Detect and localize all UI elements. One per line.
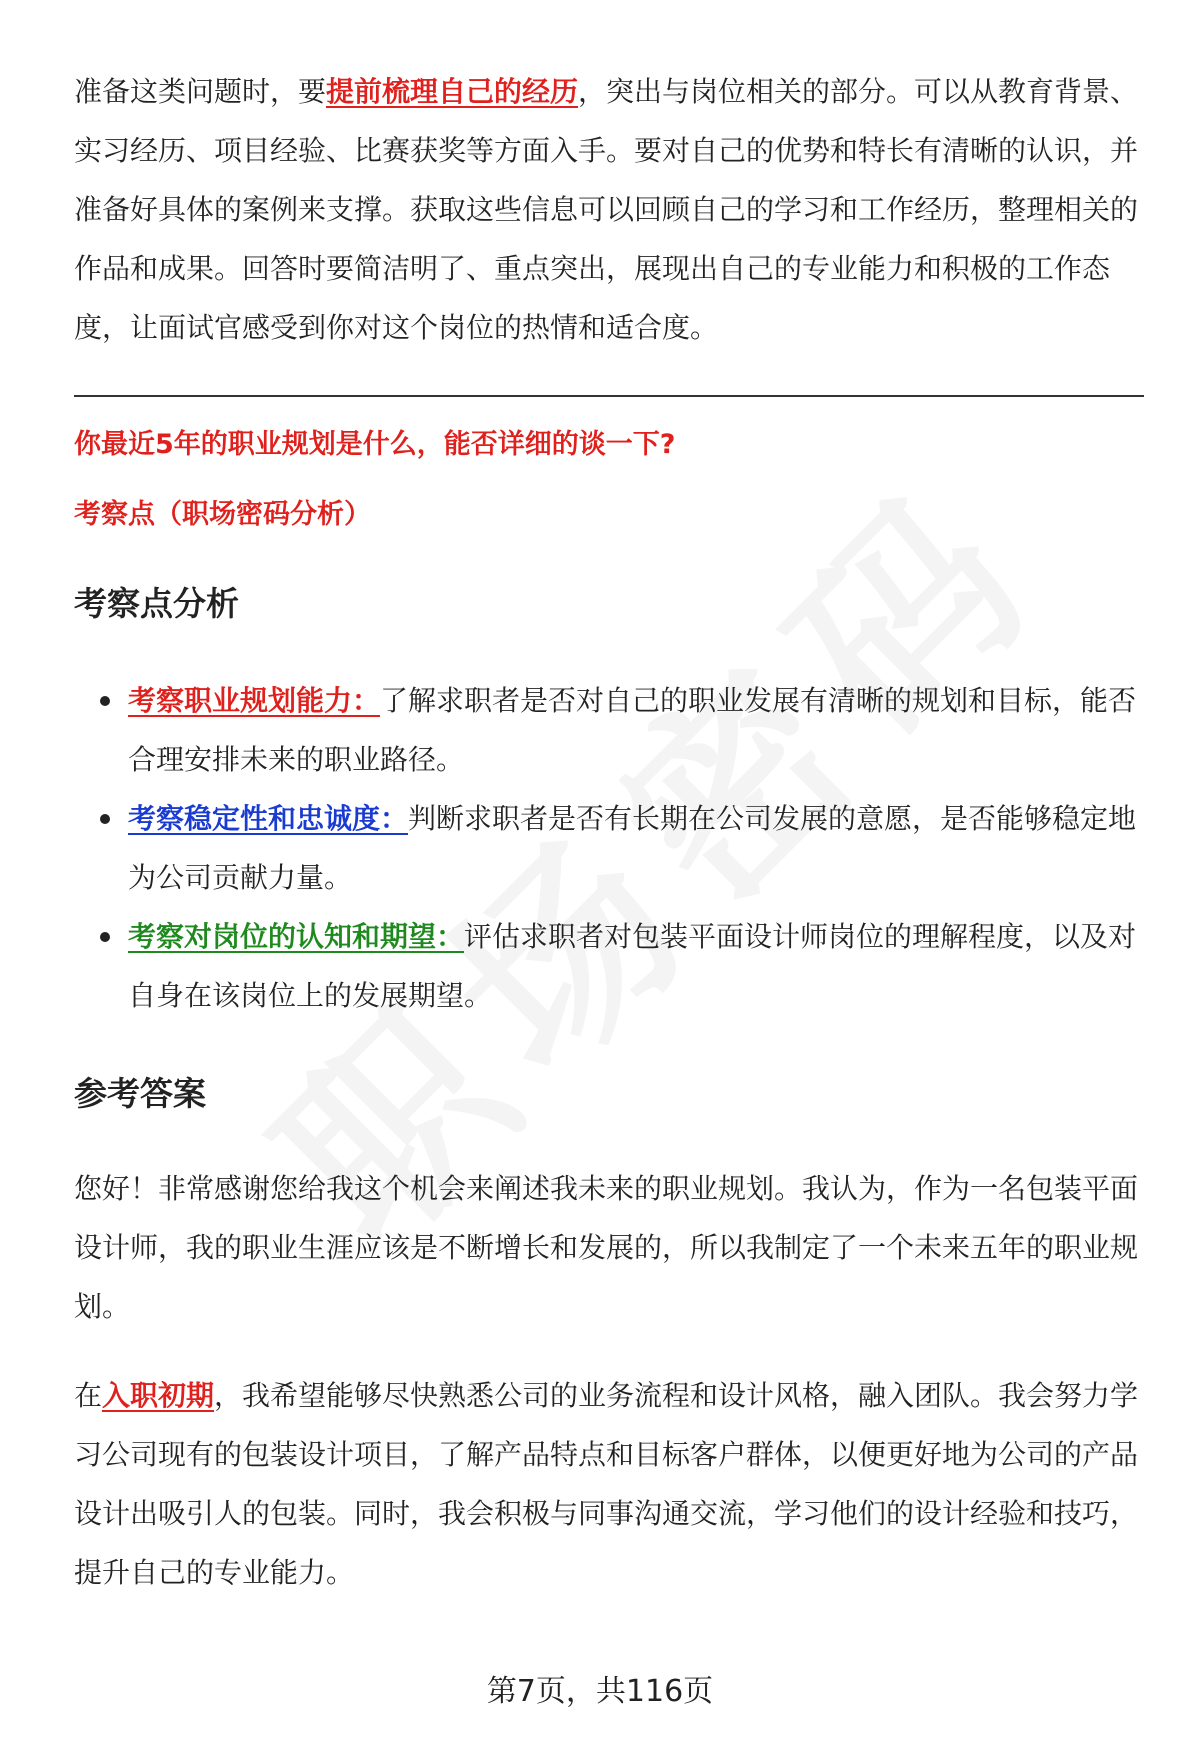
question-subtitle: 考察点（职场密码分析） (74, 499, 371, 530)
answer-intro-paragraph: 您好！非常感谢您给我这个机会来阐述我未来的职业规划。我认为，作为一名包装平面设计师，我的职业生涯应该是不断增长和发展的，所以我制定了一个未来五年的职业规划。 (74, 1172, 1139, 1323)
intro-suffix: ，突出与岗位相关的部分。可以从教育背景、实习经历、项目经验、比赛获奖等方面入手。要对自己的优势和特长有清晰的认识，并准备好具体的案例来支撑。获取这些信息可以回顾自己的学习和工作经历，整理相关的作品和成果。回答时要简洁明了、重点突出，展现出自己的专业能力和积极的工作态度，让面试官感受到你对这个岗位的热情和适合度。 (74, 75, 1139, 344)
intro-prefix: 准备这类问题时，要 (74, 75, 327, 108)
page-content (74, 62, 1144, 1602)
point-label: 考察职业规划能力： (128, 684, 381, 717)
question-title: 你最近5年的职业规划是什么，能否详细的谈一下? (74, 429, 676, 460)
para2-highlight: 入职初期 (102, 1379, 215, 1412)
answer-heading: 参考答案 (74, 1074, 206, 1113)
point-text: 判断求职者是否有长期在公司发展的意愿，是否能够稳定地为公司贡献力量。 (128, 802, 1137, 894)
analysis-point (74, 789, 1144, 907)
point-text: 评估求职者对包装平面设计师岗位的理解程度，以及对自身在该岗位上的发展期望。 (128, 920, 1137, 1012)
analysis-point (74, 671, 1144, 789)
analysis-heading: 考察点分析 (74, 584, 239, 623)
answer-paragraph-2 (74, 1366, 1144, 1602)
intro-highlight: 提前梳理自己的经历 (326, 75, 579, 108)
analysis-point (74, 907, 1144, 1025)
para2-suffix: ，我希望能够尽快熟悉公司的业务流程和设计风格，融入团队。我会努力学习公司现有的包装设计项目，了解产品特点和目标客户群体，以便更好地为公司的产品设计出吸引人的包装。同时，我会积极与同事沟通交流，学习他们的设计经验和技巧，提升自己的专业能力。 (74, 1379, 1139, 1589)
point-label: 考察稳定性和忠诚度： (128, 802, 409, 835)
bullet-icon (100, 814, 110, 824)
analysis-points (74, 671, 1144, 1025)
intro-paragraph (74, 62, 1144, 357)
section-divider (74, 395, 1144, 397)
point-text: 了解求职者是否对自己的职业发展有清晰的规划和目标，能否合理安排未来的职业路径。 (128, 684, 1137, 776)
page-footer: 第7页，共116页 (486, 1674, 714, 1709)
bullet-icon (100, 696, 110, 706)
para2-prefix: 在 (74, 1379, 103, 1412)
point-label: 考察对岗位的认知和期望： (128, 920, 465, 953)
bullet-icon (100, 932, 110, 942)
